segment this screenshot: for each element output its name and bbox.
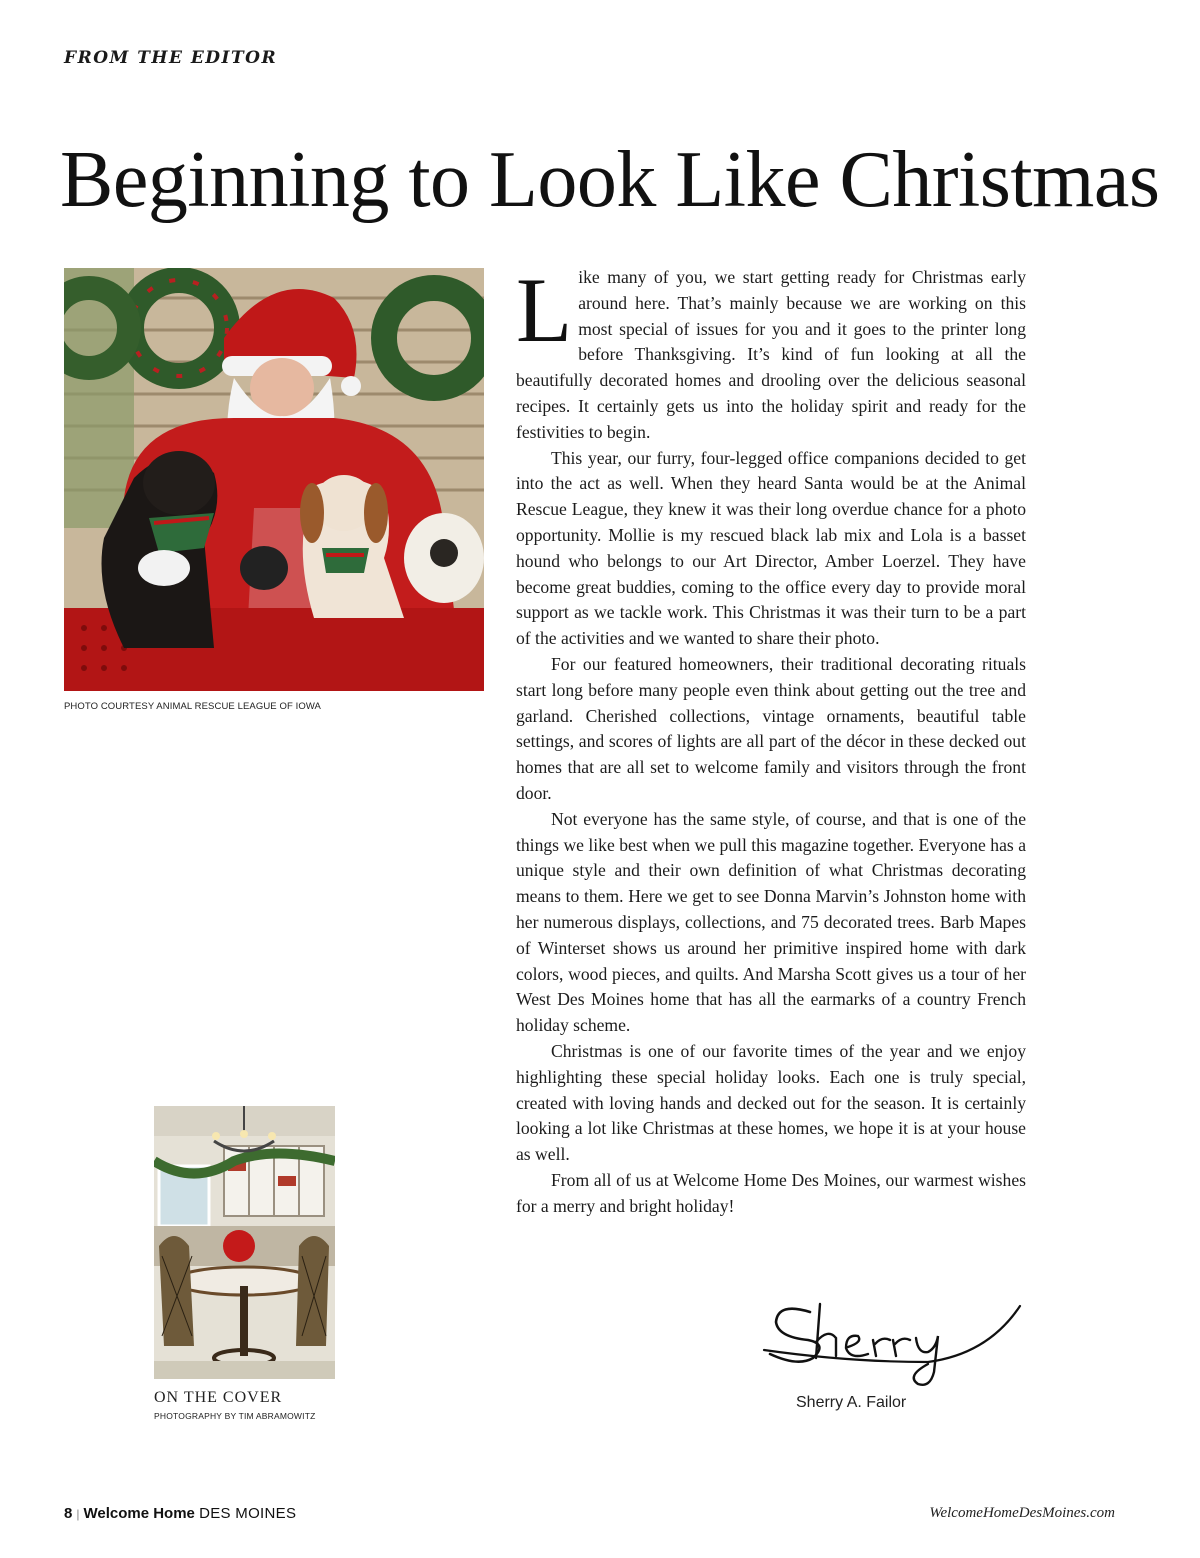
signature-image bbox=[758, 1292, 1028, 1392]
page-number: 8 bbox=[64, 1505, 73, 1522]
article-paragraph: Not everyone has the same style, of course, and that is one of the things we like best when we pull this magazine together. Everyone has a unique style and their own definition of what Christmas decorating means to them. Here we get to see Donna Marvin’s Johnston home with her numerous displays, collections, and 75 decorated trees. Barb Mapes of Winterset shows us around her primitive inspired home with dark colors, wood pieces, and quilts. And Marsha Scott gives us a tour of her West Des Moines home that has all the earmarks of a country French holiday scheme. bbox=[516, 808, 1026, 1036]
article-paragraph: Like many of you, we start getting ready for Christmas early around here. That’s mainly because we are working on this most special of issues for you and it goes to the printer long before Thanksgiving. It’s kind of fun looking at all the beautifully decorated homes and drooling over the delicious seasonal recipes. It certainly gets us into the holiday spirit and ready for the festivities to begin. bbox=[516, 259, 1026, 442]
website-link[interactable]: WelcomeHomeDesMoines.com bbox=[929, 1505, 1115, 1521]
page-footer bbox=[64, 1505, 296, 1522]
article-paragraph: From all of us at Welcome Home Des Moines, our warmest wishes for a merry and bright holiday! bbox=[516, 1169, 1026, 1216]
drop-cap: L bbox=[516, 259, 573, 361]
magazine-city: DES MOINES bbox=[199, 1505, 297, 1522]
santa-dogs-photo bbox=[64, 268, 484, 691]
article-paragraph: This year, our furry, four-legged office companions decided to get into the act as well. When they heard Santa would be at the Animal Rescue League, they knew it was their long overdue chance for a photo opportunity. Mollie is my rescued black lab mix and Lola is a basset hound who belongs to our Art Director, Amber Loerzel. They have become great buddies, coming to the office every day to provide moral support as we tackle work. This Christmas it was their turn to be a part of the activities and we wanted to share their photo. bbox=[516, 447, 1026, 649]
cover-credit: PHOTOGRAPHY BY TIM ABRAMOWITZ bbox=[154, 1411, 316, 1421]
cover-title: ON THE COVER bbox=[154, 1389, 283, 1406]
section-label: FROM THE EDITOR bbox=[64, 48, 278, 68]
article-paragraph: Christmas is one of our favorite times of the year and we enjoy highlighting these special holiday looks. Each one is truly special, created with loving hands and decked out for the season. It is certainly looking a lot like Christmas at these homes, we hope it is at your house as well. bbox=[516, 1040, 1026, 1165]
page-title: Beginning to Look Like Christmas bbox=[60, 136, 1160, 224]
editor-name: Sherry A. Failor bbox=[796, 1394, 907, 1411]
article-body bbox=[516, 259, 1026, 1219]
cover-photo bbox=[154, 1106, 335, 1379]
photo-credit: PHOTO COURTESY ANIMAL RESCUE LEAGUE OF IOWA bbox=[64, 701, 321, 712]
magazine-brand: Welcome Home bbox=[83, 1505, 195, 1522]
footer-separator: | bbox=[76, 1507, 80, 1521]
article-paragraph: For our featured homeowners, their traditional decorating rituals start long before many people even think about getting out the tree and garland. Cherished collections, vintage ornaments, beautiful table settings, and scores of lights are all part of the décor in these decked out homes that are all set to welcome family and visitors through the front door. bbox=[516, 653, 1026, 803]
